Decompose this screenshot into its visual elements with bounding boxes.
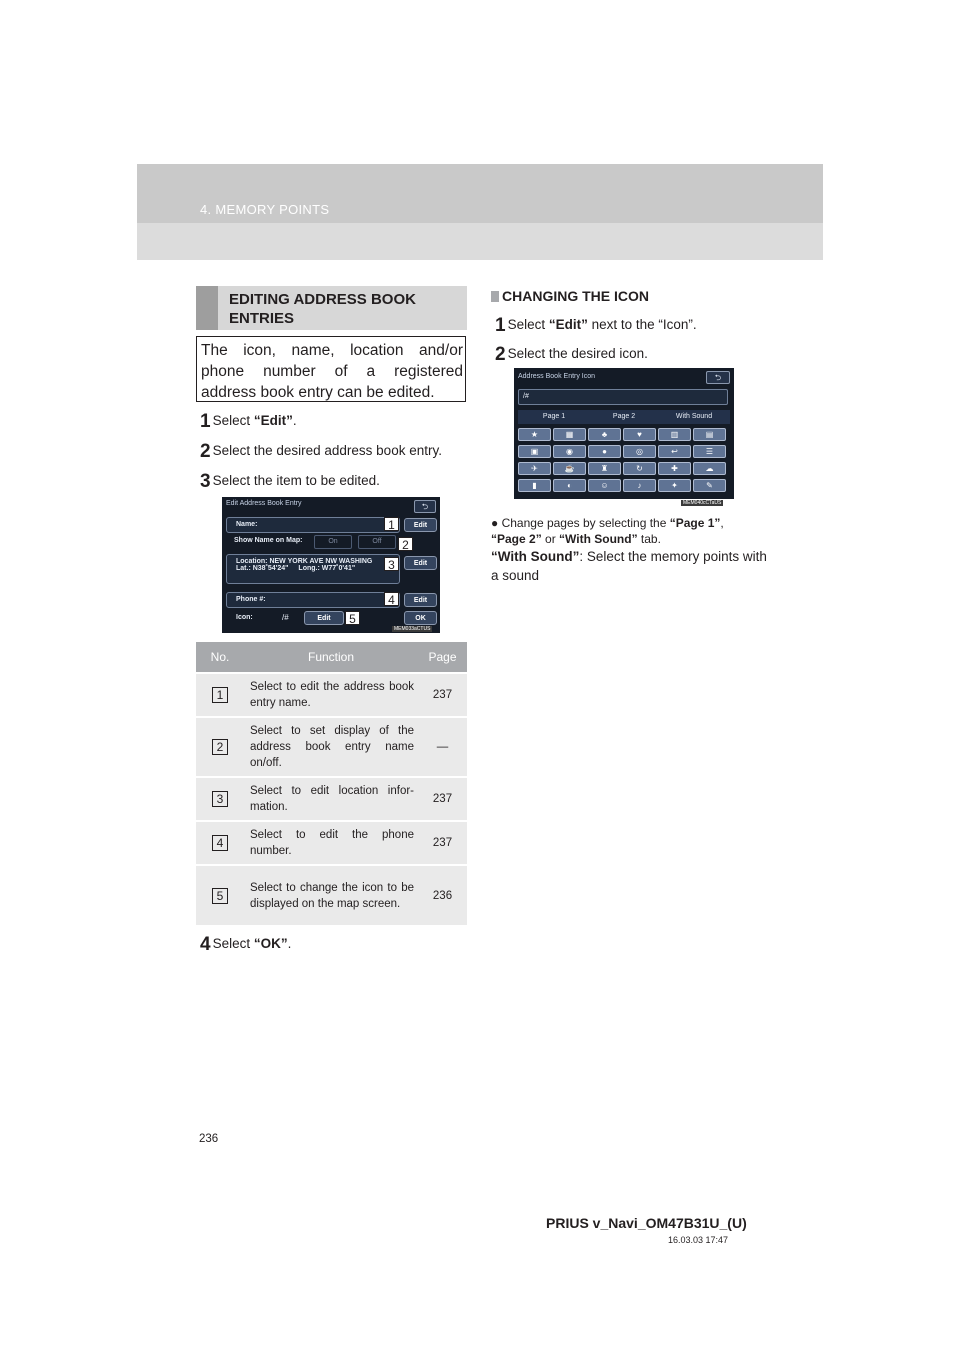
location-label: Location: xyxy=(236,558,268,565)
step-number: 1 xyxy=(200,411,211,432)
function-table xyxy=(196,642,467,925)
step-text: Select the desired address book entry. xyxy=(212,443,442,458)
step-number: 1 xyxy=(495,315,506,336)
long-label: Long.: xyxy=(298,565,320,572)
step-text: Select the item to be edited. xyxy=(212,473,380,488)
with-sound-text: : Select the memory points with a sound xyxy=(491,549,767,583)
row-page: 236 xyxy=(418,865,467,925)
icon-glyph: /# xyxy=(282,613,289,622)
intro-text: The icon, name, location and/or phone number of a registered address book entry can be edited. xyxy=(201,342,463,401)
icon-option[interactable]: ▦ xyxy=(553,428,586,441)
icon-option[interactable]: ☰ xyxy=(693,445,726,458)
with-sound-description xyxy=(491,547,771,585)
entry-field-value: /# xyxy=(523,393,529,400)
step-text: Select the desired icon. xyxy=(507,346,648,361)
bullet-bold-1: “Page 1” xyxy=(669,516,721,530)
table-row xyxy=(196,821,467,865)
name-row xyxy=(226,517,400,533)
icon-option[interactable]: ♪ xyxy=(623,479,656,492)
icon-option[interactable]: ✚ xyxy=(658,462,691,475)
row-number: 1 xyxy=(212,687,228,703)
back-icon[interactable]: ⮌ xyxy=(414,500,436,513)
back-icon[interactable]: ⮌ xyxy=(706,371,730,384)
bullet-sep-1: , xyxy=(720,516,724,530)
row-page: 237 xyxy=(418,673,467,717)
table-row xyxy=(196,673,467,717)
icon-option[interactable]: ☁ xyxy=(693,462,726,475)
tab-with-sound[interactable]: With Sound xyxy=(658,410,730,424)
subsection-heading xyxy=(491,288,649,304)
show-name-label: Show Name on Map: xyxy=(234,537,303,544)
row-page: 237 xyxy=(418,777,467,821)
bullet-text: Change pages by selecting the xyxy=(501,516,670,530)
with-sound-term: “With Sound” xyxy=(491,549,580,564)
callout-2: 2 xyxy=(398,537,413,551)
bullet-text-post: tab. xyxy=(637,532,661,546)
table-row xyxy=(196,777,467,821)
location-row xyxy=(226,554,400,584)
callout-4: 4 xyxy=(384,592,399,606)
step-text-post: . xyxy=(292,413,297,428)
row-number: 4 xyxy=(212,835,228,851)
image-code: MEM033aCTUS xyxy=(394,626,431,632)
icon-option[interactable]: ▤ xyxy=(693,428,726,441)
icon-option[interactable]: ✈ xyxy=(518,462,551,475)
step-number: 2 xyxy=(200,441,211,462)
lat-label: Lat.: xyxy=(236,565,251,572)
icon-option[interactable]: ◎ xyxy=(623,445,656,458)
row-number: 3 xyxy=(212,791,228,807)
icon-label: Icon: xyxy=(236,614,253,621)
document-title: PRIUS v_Navi_OM47B31U_(U) xyxy=(546,1215,747,1231)
image-code: MEM040cCTaUS xyxy=(683,500,722,506)
table-row xyxy=(196,865,467,925)
phone-row xyxy=(226,592,400,608)
icon-option[interactable]: ▥ xyxy=(658,428,691,441)
step-3 xyxy=(200,469,380,491)
location-value: NEW YORK AVE NW WASHING xyxy=(269,558,373,565)
icon-option[interactable]: ★ xyxy=(518,428,551,441)
step-2 xyxy=(200,439,442,461)
row-number: 5 xyxy=(212,888,228,904)
callout-1: 1 xyxy=(384,517,399,531)
section-title: 4. MEMORY POINTS xyxy=(200,202,330,217)
icon-option[interactable]: ✦ xyxy=(658,479,691,492)
heading-accent-bar xyxy=(196,286,218,330)
bullet-sep-2: or xyxy=(541,532,560,546)
step-text: Select xyxy=(212,413,254,428)
row-function: Select to edit the phone number. xyxy=(244,821,418,865)
table-row xyxy=(196,717,467,777)
tab-page-2[interactable]: Page 2 xyxy=(588,410,660,424)
icon-option[interactable]: ↩ xyxy=(658,445,691,458)
row-number: 2 xyxy=(212,739,228,755)
edit-phone-button[interactable]: Edit xyxy=(404,593,437,607)
icon-option[interactable]: ☺ xyxy=(588,479,621,492)
step-text-post: next to the “Icon”. xyxy=(587,317,697,332)
document-date: 16.03.03 17:47 xyxy=(668,1235,729,1245)
page-number: 236 xyxy=(199,1133,219,1145)
long-value: W77˚0'41" xyxy=(321,565,356,572)
row-function: Select to set display of the address book entry name on/off. xyxy=(244,717,418,777)
bullet-icon: ● xyxy=(491,516,499,530)
screen-title: Address Book Entry Icon xyxy=(518,373,596,380)
heading-square-icon xyxy=(491,291,499,302)
right-step-1 xyxy=(495,313,697,335)
entry-field xyxy=(518,389,728,405)
icon-option[interactable]: ↻ xyxy=(623,462,656,475)
icon-option[interactable]: ✎ xyxy=(693,479,726,492)
bullet-bold-3: “With Sound” xyxy=(559,532,638,546)
icon-option[interactable]: ▣ xyxy=(518,445,551,458)
step-1 xyxy=(200,409,297,431)
on-toggle[interactable]: On xyxy=(314,535,352,549)
step-text: Select xyxy=(212,936,254,951)
right-step-2 xyxy=(495,342,648,364)
step-text-post: . xyxy=(287,936,292,951)
bullet-note xyxy=(491,515,751,547)
icon-option[interactable]: ☕ xyxy=(553,462,586,475)
callout-3: 3 xyxy=(384,557,399,571)
row-function: Select to change the icon to be displayed on the map screen. xyxy=(244,865,418,925)
step-bold: “OK” xyxy=(253,936,288,951)
step-text: Select xyxy=(507,317,549,332)
row-function: Select to edit the address book entry name. xyxy=(244,673,418,717)
icon-option[interactable]: ▮ xyxy=(518,479,551,492)
icon-option[interactable]: ♜ xyxy=(588,462,621,475)
row-page: — xyxy=(418,717,467,777)
col-no: No. xyxy=(196,642,244,673)
subsection-heading-text: CHANGING THE ICON xyxy=(502,288,649,304)
step-4 xyxy=(200,932,291,954)
screen-title: Edit Address Book Entry xyxy=(226,500,302,507)
tab-page-1[interactable]: Page 1 xyxy=(518,410,590,424)
icon-option[interactable]: ♥ xyxy=(623,428,656,441)
step-number: 3 xyxy=(200,471,211,492)
off-toggle[interactable]: Off xyxy=(358,535,396,549)
step-number: 2 xyxy=(495,344,506,365)
edit-name-button[interactable]: Edit xyxy=(404,518,437,532)
icon-option[interactable]: ◉ xyxy=(553,445,586,458)
edit-location-button[interactable]: Edit xyxy=(404,556,437,570)
step-bold: “Edit” xyxy=(253,413,293,428)
callout-5: 5 xyxy=(345,611,360,625)
step-number: 4 xyxy=(200,934,211,955)
phone-label: Phone #: xyxy=(236,596,266,603)
step-bold: “Edit” xyxy=(548,317,588,332)
edit-icon-button[interactable]: Edit xyxy=(304,611,344,625)
icon-option[interactable]: ♣ xyxy=(588,428,621,441)
bullet-bold-2: “Page 2” xyxy=(491,532,542,546)
section-heading: EDITING ADDRESS BOOK ENTRIES xyxy=(229,291,416,327)
icon-option[interactable]: ◐ xyxy=(553,479,586,492)
col-page: Page xyxy=(418,642,467,673)
icon-option[interactable]: ● xyxy=(588,445,621,458)
col-function: Function xyxy=(244,642,418,673)
row-function: Select to edit location infor-mation. xyxy=(244,777,418,821)
name-label: Name: xyxy=(236,521,258,528)
lat-value: N38˚54'24" xyxy=(252,565,289,572)
ok-button[interactable]: OK xyxy=(404,611,437,625)
row-page: 237 xyxy=(418,821,467,865)
